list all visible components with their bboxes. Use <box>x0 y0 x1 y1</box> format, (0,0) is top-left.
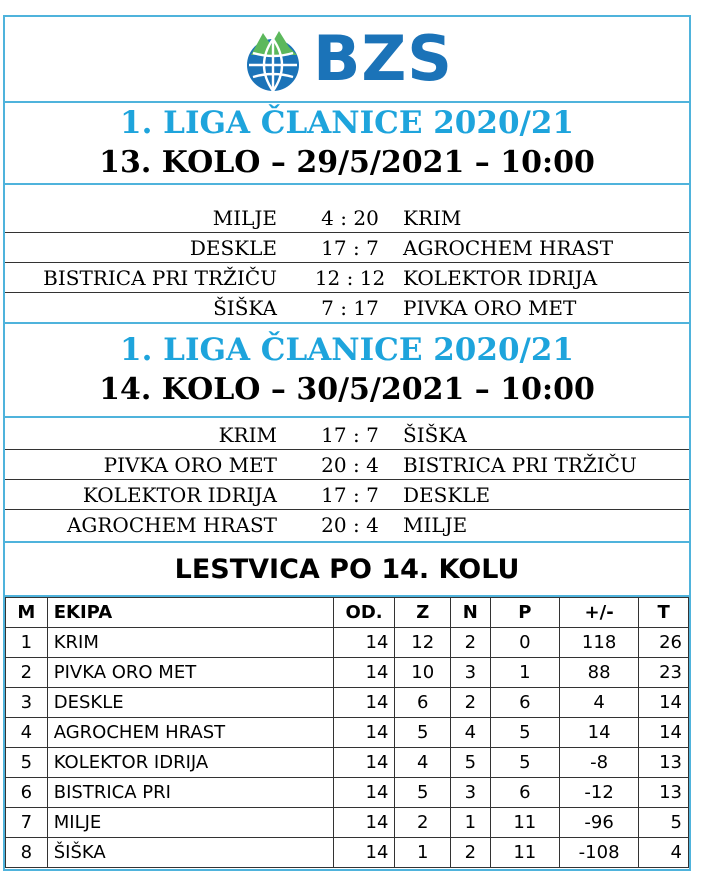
cell-wins: 4 <box>395 748 451 778</box>
cell-points: 14 <box>639 688 689 718</box>
table-header-row <box>6 598 689 628</box>
cell-goal-diff: -108 <box>559 838 638 868</box>
cell-played: 14 <box>333 748 395 778</box>
match-row <box>5 480 689 510</box>
table-row <box>6 658 689 688</box>
cell-losses: 1 <box>490 658 559 688</box>
home-team: KRIM <box>218 423 277 447</box>
home-team: AGROCHEM HRAST <box>66 513 277 537</box>
league-title: 1. LIGA ČLANICE 2020/21 <box>120 332 574 368</box>
logo-text: BZS <box>313 22 453 95</box>
round-title: 13. KOLO – 29/5/2021 – 10:00 <box>99 145 595 180</box>
away-team: KOLEKTOR IDRIJA <box>403 266 598 290</box>
cell-team: ŠIŠKA <box>47 838 333 868</box>
cell-team: KOLEKTOR IDRIJA <box>47 748 333 778</box>
cell-draws: 1 <box>450 808 490 838</box>
away-team: KRIM <box>403 206 462 230</box>
away-team: BISTRICA PRI TRŽIČU <box>403 453 637 477</box>
table-row <box>6 718 689 748</box>
cell-played: 14 <box>333 808 395 838</box>
col-header-position: M <box>6 598 48 628</box>
away-team: ŠIŠKA <box>403 423 467 447</box>
match-row <box>5 420 689 450</box>
cell-position: 3 <box>6 688 48 718</box>
cell-draws: 3 <box>450 658 490 688</box>
match-row <box>5 203 689 233</box>
cell-goal-diff: -8 <box>559 748 638 778</box>
home-team: ŠIŠKA <box>213 296 277 320</box>
cell-goal-diff: 4 <box>559 688 638 718</box>
cell-team: MILJE <box>47 808 333 838</box>
cell-points: 13 <box>639 748 689 778</box>
table-row <box>6 838 689 868</box>
col-header-points: T <box>639 598 689 628</box>
cell-wins: 6 <box>395 688 451 718</box>
cell-team: KRIM <box>47 628 333 658</box>
cell-draws: 3 <box>450 778 490 808</box>
away-team: DESKLE <box>403 483 491 507</box>
cell-points: 23 <box>639 658 689 688</box>
cell-played: 14 <box>333 688 395 718</box>
match-row <box>5 263 689 293</box>
home-team: KOLEKTOR IDRIJA <box>82 483 277 507</box>
match-score: 17 : 7 <box>321 236 379 260</box>
cell-position: 7 <box>6 808 48 838</box>
cell-losses: 11 <box>490 808 559 838</box>
match-score: 20 : 4 <box>321 453 379 477</box>
table-row <box>6 688 689 718</box>
match-row <box>5 510 689 540</box>
cell-team: DESKLE <box>47 688 333 718</box>
col-header-losses: P <box>490 598 559 628</box>
match-score: 20 : 4 <box>321 513 379 537</box>
standings-table <box>5 597 689 868</box>
match-score: 17 : 7 <box>321 423 379 447</box>
cell-losses: 6 <box>490 688 559 718</box>
cell-draws: 4 <box>450 718 490 748</box>
match-row <box>5 293 689 324</box>
cell-played: 14 <box>333 628 395 658</box>
home-team: BISTRICA PRI TRŽIČU <box>43 266 277 290</box>
home-team: DESKLE <box>189 236 277 260</box>
table-row <box>6 628 689 658</box>
cell-played: 14 <box>333 838 395 868</box>
round-header <box>5 324 689 418</box>
cell-points: 26 <box>639 628 689 658</box>
away-team: PIVKA ORO MET <box>403 296 577 320</box>
cell-position: 6 <box>6 778 48 808</box>
cell-points: 14 <box>639 718 689 748</box>
cell-goal-diff: -12 <box>559 778 638 808</box>
cell-wins: 5 <box>395 778 451 808</box>
cell-played: 14 <box>333 718 395 748</box>
cell-played: 14 <box>333 778 395 808</box>
table-row <box>6 778 689 808</box>
match-score: 7 : 17 <box>321 296 379 320</box>
match-row <box>5 233 689 263</box>
match-score: 12 : 12 <box>314 266 386 290</box>
col-header-draws: N <box>450 598 490 628</box>
round-header <box>5 103 689 185</box>
cell-position: 2 <box>6 658 48 688</box>
cell-goal-diff: -96 <box>559 808 638 838</box>
cell-losses: 11 <box>490 838 559 868</box>
col-header-goal-diff: +/- <box>559 598 638 628</box>
cell-wins: 12 <box>395 628 451 658</box>
cell-position: 8 <box>6 838 48 868</box>
home-team: PIVKA ORO MET <box>103 453 277 477</box>
cell-losses: 6 <box>490 778 559 808</box>
cell-team: BISTRICA PRI <box>47 778 333 808</box>
cell-team: AGROCHEM HRAST <box>47 718 333 748</box>
cell-wins: 10 <box>395 658 451 688</box>
cell-draws: 5 <box>450 748 490 778</box>
round-title: 14. KOLO – 30/5/2021 – 10:00 <box>99 372 595 407</box>
cell-goal-diff: 118 <box>559 628 638 658</box>
cell-points: 5 <box>639 808 689 838</box>
cell-draws: 2 <box>450 628 490 658</box>
match-row <box>5 450 689 480</box>
cell-wins: 5 <box>395 718 451 748</box>
logo-header <box>5 17 689 103</box>
away-team: MILJE <box>403 513 468 537</box>
col-header-team: EKIPA <box>47 598 333 628</box>
home-team: MILJE <box>212 206 277 230</box>
cell-position: 1 <box>6 628 48 658</box>
cell-draws: 2 <box>450 688 490 718</box>
cell-points: 4 <box>639 838 689 868</box>
standings-title: LESTVICA PO 14. KOLU <box>5 541 689 597</box>
cell-position: 5 <box>6 748 48 778</box>
away-team: AGROCHEM HRAST <box>403 236 614 260</box>
cell-points: 13 <box>639 778 689 808</box>
league-title: 1. LIGA ČLANICE 2020/21 <box>120 105 574 141</box>
cell-wins: 1 <box>395 838 451 868</box>
col-header-played: OD. <box>333 598 395 628</box>
cell-losses: 5 <box>490 748 559 778</box>
match-score: 17 : 7 <box>321 483 379 507</box>
match-score: 4 : 20 <box>321 206 379 230</box>
bzs-logo-emblem-icon <box>241 25 305 93</box>
table-row <box>6 748 689 778</box>
cell-team: PIVKA ORO MET <box>47 658 333 688</box>
cell-losses: 5 <box>490 718 559 748</box>
cell-played: 14 <box>333 658 395 688</box>
col-header-wins: Z <box>395 598 451 628</box>
cell-position: 4 <box>6 718 48 748</box>
results-card <box>3 15 691 871</box>
cell-draws: 2 <box>450 838 490 868</box>
cell-goal-diff: 88 <box>559 658 638 688</box>
cell-goal-diff: 14 <box>559 718 638 748</box>
cell-losses: 0 <box>490 628 559 658</box>
cell-wins: 2 <box>395 808 451 838</box>
table-row <box>6 808 689 838</box>
